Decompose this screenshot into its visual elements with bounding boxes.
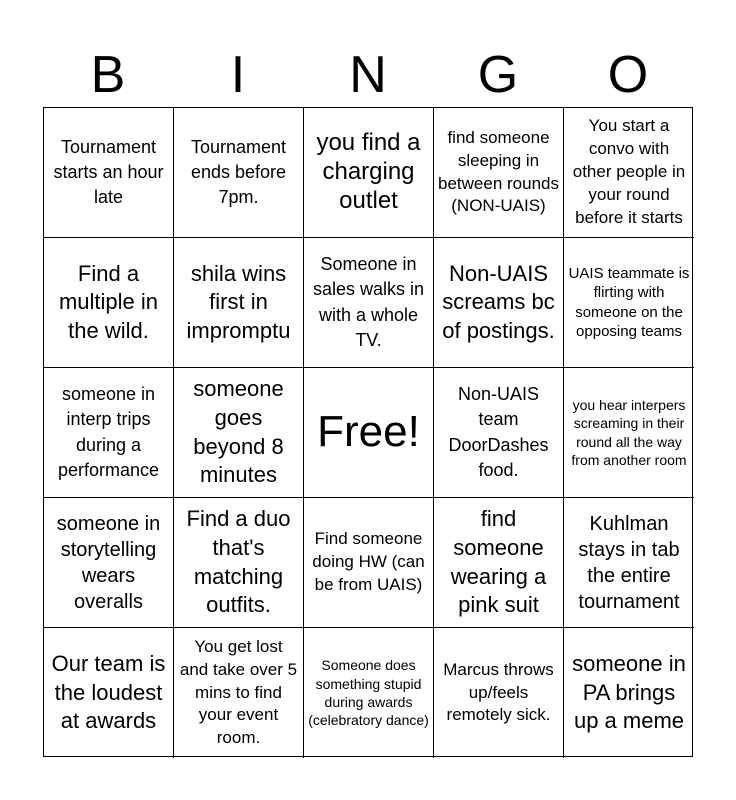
bingo-cell[interactable]	[304, 238, 434, 368]
bingo-cell[interactable]	[564, 108, 694, 238]
bingo-cell-text: Someone in sales walks in with a whole TV.	[312, 254, 425, 350]
bingo-cell[interactable]	[174, 498, 304, 628]
bingo-cell-text: Find a duo that's matching outfits.	[186, 506, 291, 618]
bingo-cell-text: someone in PA brings up a meme	[572, 651, 686, 734]
bingo-cell-text: Our team is the loudest at awards	[51, 651, 166, 734]
header-letter-b: B	[90, 46, 126, 104]
header-letter-n: N	[349, 46, 387, 104]
bingo-cell[interactable]	[564, 498, 694, 628]
bingo-cell-text: Find someone doing HW (can be from UAIS)	[312, 529, 425, 594]
bingo-cell[interactable]	[174, 628, 304, 758]
bingo-cell[interactable]	[44, 108, 174, 238]
bingo-cell[interactable]	[174, 238, 304, 368]
bingo-cell[interactable]	[304, 628, 434, 758]
header-letter-o: O	[607, 46, 649, 104]
bingo-header	[43, 44, 693, 106]
bingo-grid	[43, 107, 693, 757]
bingo-cell-text: find someone wearing a pink suit	[450, 506, 547, 618]
bingo-cell[interactable]	[174, 108, 304, 238]
bingo-cell[interactable]	[434, 238, 564, 368]
bingo-cell-text: someone goes beyond 8 minutes	[193, 376, 284, 488]
bingo-cell-text: someone in interp trips during a performance	[57, 384, 160, 480]
bingo-cell-text: You get lost and take over 5 mins to find your event room.	[179, 636, 298, 748]
bingo-cell-text: Non-UAIS team DoorDashes food.	[448, 384, 549, 480]
bingo-cell-text: find someone sleeping in between rounds (NON-UAIS)	[438, 127, 559, 216]
bingo-cell[interactable]	[174, 368, 304, 498]
bingo-cell[interactable]	[434, 108, 564, 238]
bingo-cell-free[interactable]	[304, 368, 434, 498]
bingo-cell[interactable]	[44, 368, 174, 498]
bingo-cell-text: someone in storytelling wears overalls	[56, 512, 161, 613]
header-letter-g: G	[477, 46, 519, 104]
bingo-cell-text: you hear interpers screaming in their round all the way from another room	[571, 396, 687, 468]
bingo-cell-text: You start a convo with other people in your round before it starts	[572, 116, 686, 227]
bingo-cell-text: shila wins first in impromptu	[186, 260, 291, 343]
bingo-cell-text: Marcus throws up/feels remotely sick.	[443, 659, 554, 725]
bingo-cell[interactable]	[564, 628, 694, 758]
bingo-cell[interactable]	[44, 628, 174, 758]
bingo-cell[interactable]	[564, 368, 694, 498]
bingo-cell[interactable]	[44, 498, 174, 628]
bingo-cell-text: Kuhlman stays in tab the entire tournament	[578, 512, 680, 613]
bingo-cell-text: UAIS teammate is flirting with someone on the opposing teams	[568, 265, 690, 340]
bingo-cell-text: Find a multiple in the wild.	[58, 260, 159, 343]
bingo-cell-text: Tournament starts an hour late	[53, 136, 164, 208]
bingo-cell-text: Non-UAIS screams bc of postings.	[442, 260, 555, 343]
bingo-cell[interactable]	[44, 238, 174, 368]
bingo-cell-text: you find a charging outlet	[316, 129, 421, 214]
bingo-cell[interactable]	[304, 108, 434, 238]
bingo-cell[interactable]	[434, 628, 564, 758]
bingo-cell-text: Free!	[317, 407, 420, 457]
bingo-cell[interactable]	[304, 498, 434, 628]
bingo-cell[interactable]	[434, 368, 564, 498]
header-letter-i: I	[230, 46, 246, 104]
bingo-cell-text: Someone does something stupid during awards (celebratory dance)	[308, 657, 429, 729]
bingo-cell-text: Tournament ends before 7pm.	[190, 136, 287, 208]
bingo-cell[interactable]	[564, 238, 694, 368]
bingo-cell[interactable]	[434, 498, 564, 628]
